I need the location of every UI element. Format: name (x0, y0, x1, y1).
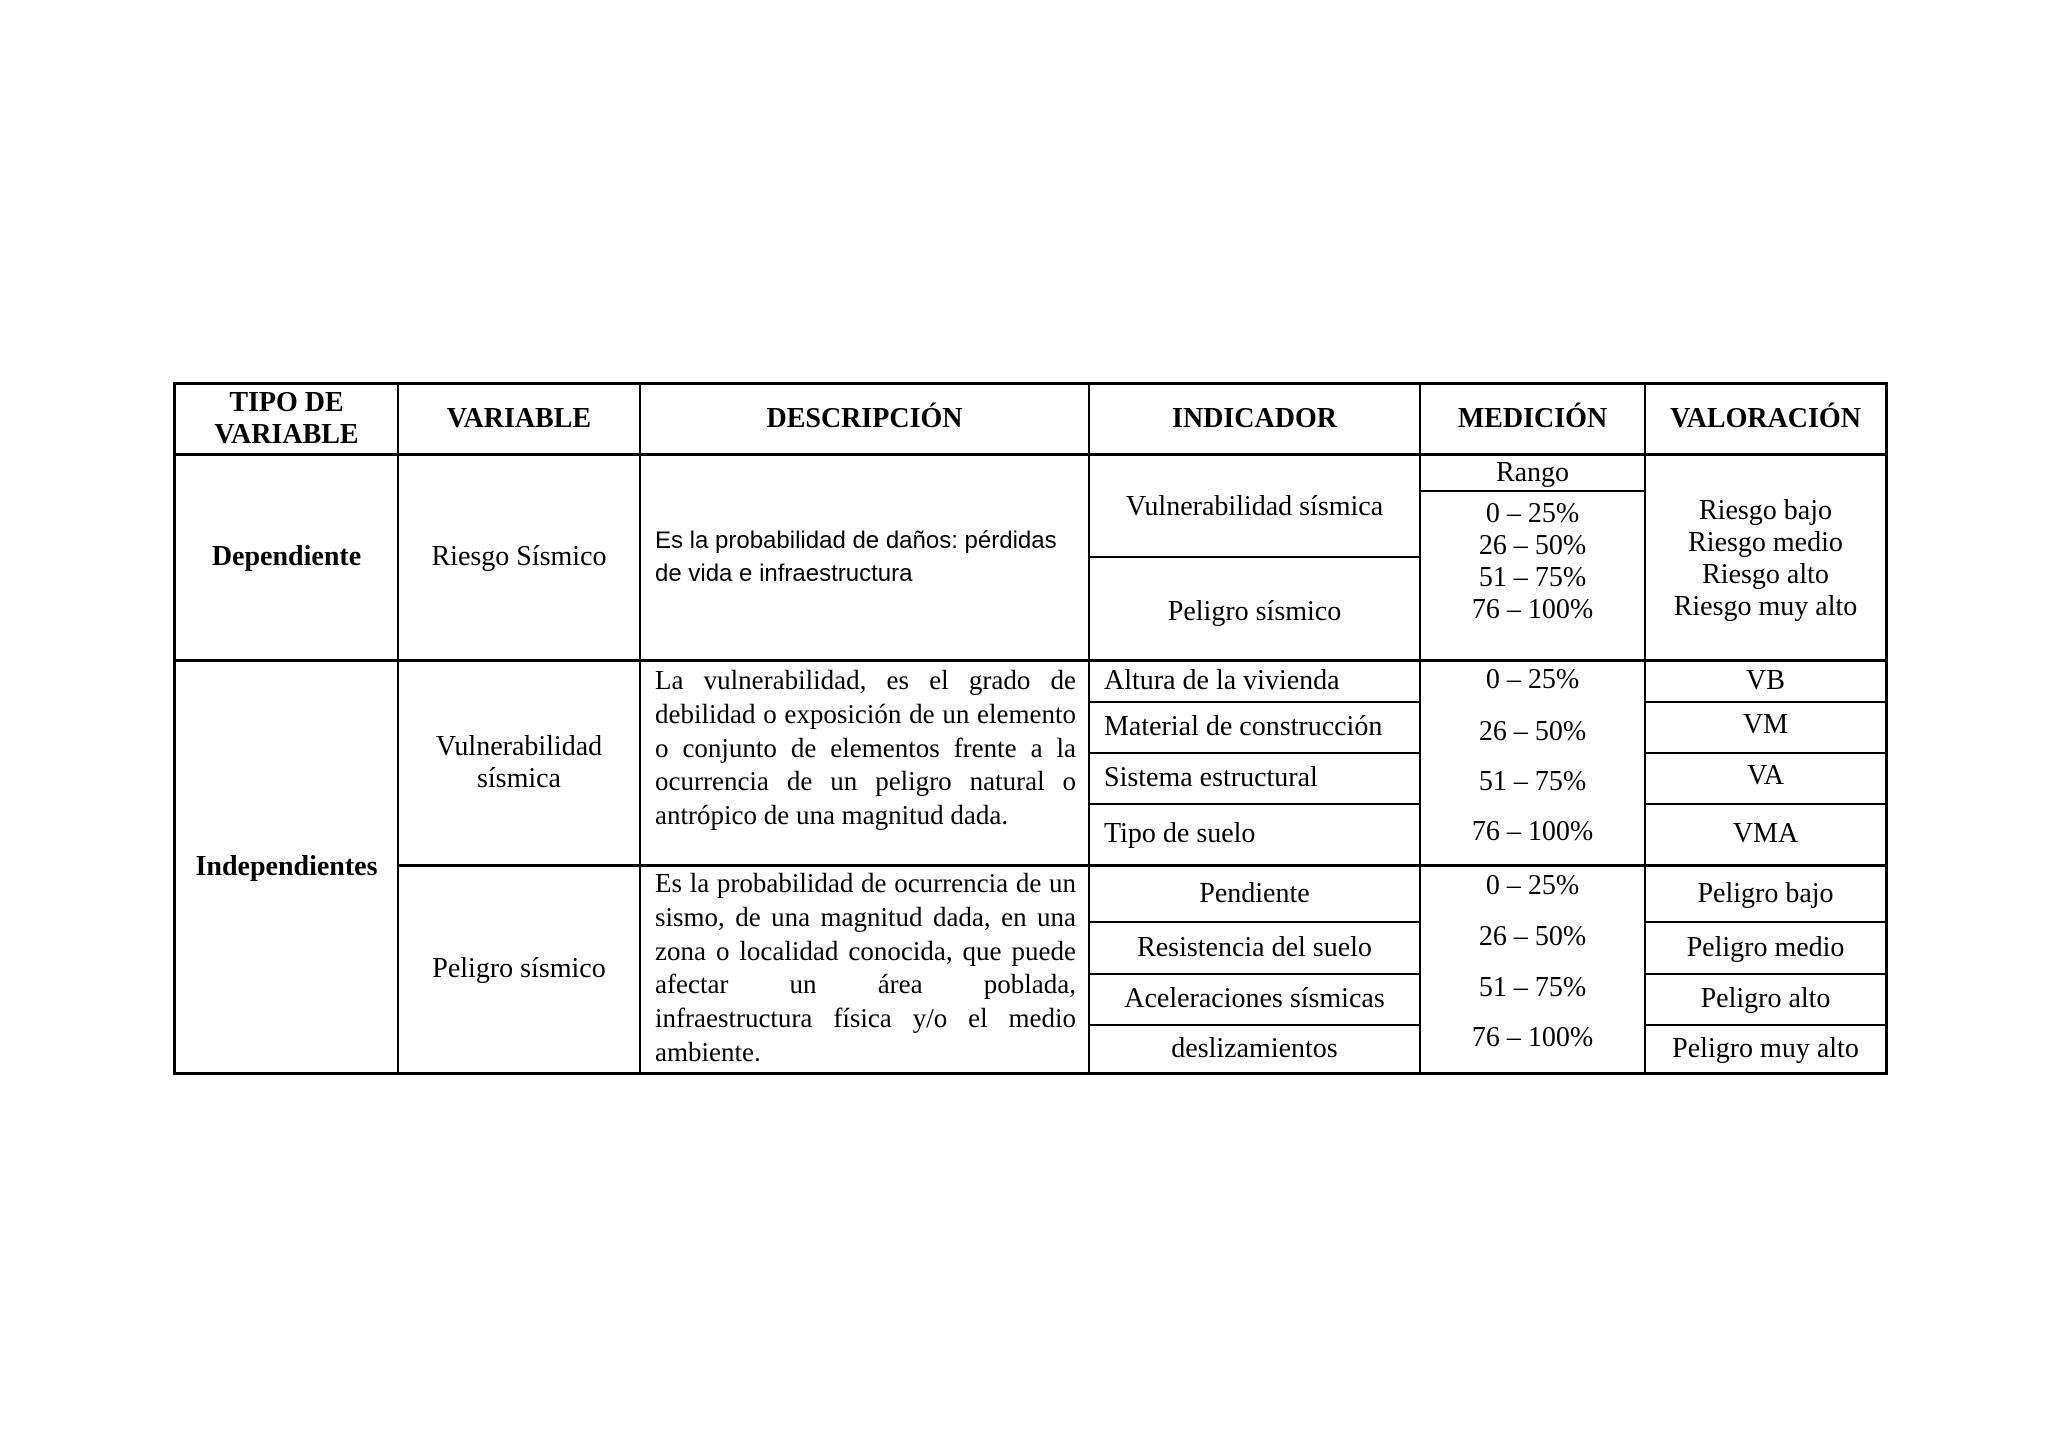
peligro-valoracion-3: Peligro alto (1700, 983, 1831, 1015)
peligro-medicion-3: 51 – 75% (1478, 971, 1587, 1003)
dependiente-medicion-1: 0 – 25% (1485, 497, 1580, 529)
peligro-valoracion-1: Peligro bajo (1697, 877, 1834, 909)
vulnerabilidad-medicion-4: 76 – 100% (1471, 815, 1594, 847)
peligro-indicador-3: Aceleraciones sísmicas (1124, 983, 1385, 1015)
peligro-indicador-4: deslizamientos (1171, 1032, 1338, 1064)
vulnerabilidad-indicador-2: Material de construcción (1104, 711, 1383, 743)
vulnerabilidad-indicador-4: Tipo de suelo (1104, 818, 1256, 850)
dependiente-medicion-list (1421, 492, 1644, 632)
dependiente-indicador-2: Peligro sísmico (1167, 595, 1342, 627)
peligro-descripcion: Es la probabilidad de ocurrencia de un sismo, de una magnitud dada, en una zona o localidad conocida, que puede afectar un área poblada, infraestructura física y/o el medio ambiente. (655, 868, 1076, 1067)
vulnerabilidad-descripcion: La vulnerabilidad, es el grado de debilidad o exposición de un elemento o conjunto de elementos frente a la ocurrencia de un peligro natural o antrópico de una magnitud dada. (655, 665, 1076, 830)
dependiente-valoracion-4: Riesgo muy alto (1673, 591, 1858, 623)
dependiente-valoracion-1: Riesgo bajo (1699, 494, 1832, 526)
peligro-medicion-4: 76 – 100% (1471, 1021, 1594, 1053)
vulnerabilidad-valoracion-1: VB (1746, 665, 1785, 697)
dependiente-medicion-4: 76 – 100% (1471, 594, 1594, 626)
dependiente-medicion-3: 51 – 75% (1478, 562, 1587, 593)
dependiente-medicion-2: 26 – 50% (1478, 529, 1587, 561)
vulnerabilidad-indicador-1: Altura de la vivienda (1104, 665, 1340, 697)
table-border-bottom (174, 1072, 1888, 1075)
peligro-indicador-2: Resistencia del suelo (1137, 931, 1372, 963)
dependiente-medicion-title: Rango (1495, 456, 1570, 488)
peligro-variable: Peligro sísmico (432, 953, 606, 985)
header-medicion: MEDICIÓN (1457, 402, 1608, 434)
vulnerabilidad-medicion-2: 26 – 50% (1478, 715, 1587, 747)
header-indicador: INDICADOR (1172, 402, 1337, 434)
dependiente-descripcion: Es la probabilidad de daños: pérdidas de vida e infraestructura (655, 527, 1057, 587)
vulnerabilidad-valoracion-2: VM (1742, 709, 1789, 741)
header-variable: VARIABLE (446, 402, 592, 434)
table-border-right (1885, 382, 1888, 1075)
vulnerabilidad-indicador-3: Sistema estructural (1104, 762, 1318, 794)
peligro-valoracion-2: Peligro medio (1686, 931, 1845, 963)
peligro-medicion-2: 26 – 50% (1478, 920, 1587, 952)
independientes-tipo: Independientes (195, 850, 378, 882)
dependiente-valoracion-list (1646, 490, 1885, 628)
vulnerabilidad-medicion-3: 51 – 75% (1478, 765, 1587, 797)
dependiente-valoracion-3: Riesgo alto (1702, 559, 1829, 590)
vulnerabilidad-variable: Vulnerabilidad sísmica (435, 730, 603, 794)
header-tipo: TIPO DE VARIABLE (214, 386, 359, 450)
header-valoracion: VALORACIÓN (1670, 402, 1861, 434)
dependiente-valoracion-2: Riesgo medio (1688, 526, 1843, 558)
peligro-indicador-1: Pendiente (1199, 877, 1310, 909)
vulnerabilidad-medicion-1: 0 – 25% (1485, 664, 1580, 696)
dependiente-tipo: Dependiente (211, 541, 362, 573)
dep-indicador-rule (1089, 556, 1420, 558)
peligro-medicion-1: 0 – 25% (1485, 869, 1580, 901)
dependiente-indicador-1: Vulnerabilidad sísmica (1125, 490, 1384, 522)
header-descripcion: DESCRIPCIÓN (766, 402, 963, 434)
vulnerabilidad-valoracion-4: VMA (1732, 818, 1799, 850)
peligro-valoracion-4: Peligro muy alto (1672, 1032, 1859, 1064)
dependiente-variable: Riesgo Sísmico (431, 541, 607, 573)
vulnerabilidad-valoracion-3: VA (1747, 760, 1784, 792)
